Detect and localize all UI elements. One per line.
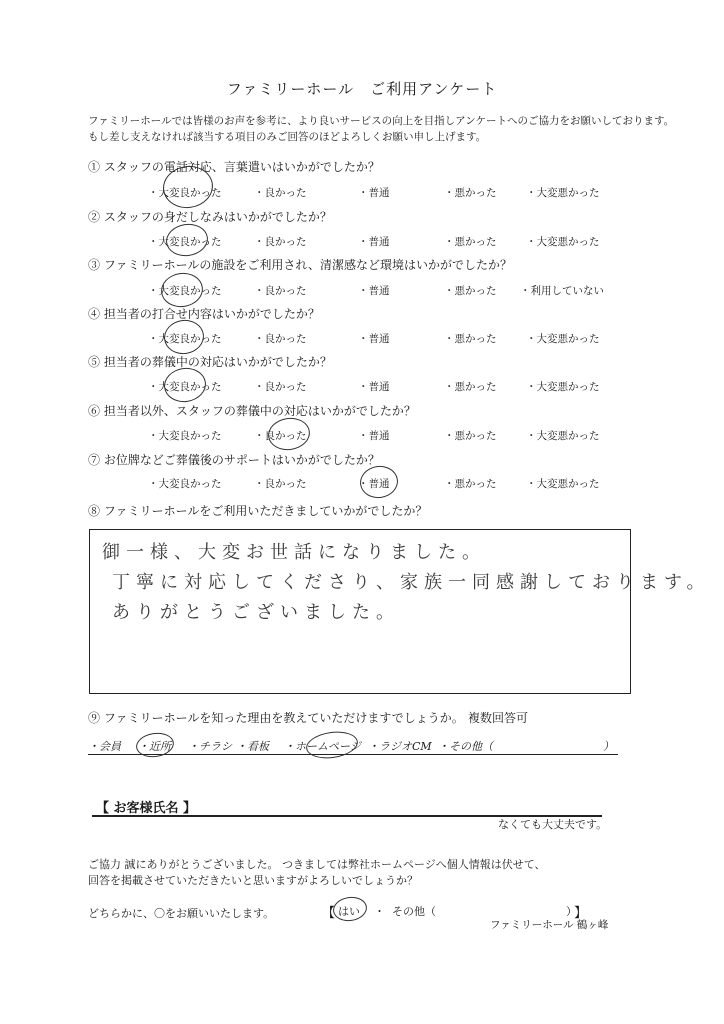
consent-bracket-close: 】: [574, 906, 588, 921]
source-neighborhood-circle: [135, 730, 176, 759]
q3-option-average[interactable]: ・普通: [358, 285, 390, 297]
question-6-label: ⑥ 担当者以外、スタッフの葬儀中の対応はいかがでしたか？: [88, 404, 416, 418]
q4-option-average[interactable]: ・普通: [358, 333, 390, 345]
q3-option-not-used[interactable]: ・利用していない: [520, 285, 604, 297]
q4-option-very-good[interactable]: ・大変良かった: [148, 333, 222, 345]
q1-option-good[interactable]: ・良かった: [254, 187, 307, 199]
question-3-label: ③ ファミリーホールの施設をご利用され、清潔感など環境はいかがでしたか？: [88, 258, 513, 272]
q4-option-good[interactable]: ・良かった: [254, 333, 307, 345]
multiple-answers-note: 複数回答可: [468, 711, 529, 725]
q3-option-good[interactable]: ・良かった: [254, 285, 307, 297]
q1-option-average[interactable]: ・普通: [358, 187, 390, 199]
source-option-signboard[interactable]: ・看板: [236, 740, 269, 753]
closing-line-1: ご協力 誠にありがとうございました。 つきましては弊社ホームページへ個人情報は伏せて、: [88, 858, 546, 871]
q2-option-very-good[interactable]: ・大変良かった: [148, 236, 222, 248]
q5-option-very-bad[interactable]: ・大変悪かった: [526, 381, 600, 393]
q3-selection-circle: [159, 270, 205, 310]
q4-option-bad[interactable]: ・悪かった: [444, 333, 497, 345]
comment-line-3: ありがとうございました。: [112, 602, 400, 623]
q6-option-average[interactable]: ・普通: [358, 430, 390, 442]
q7-option-very-bad[interactable]: ・大変悪かった: [526, 478, 600, 490]
intro-line-2: もし差し支えなければ該当する項目のみご回答のほどよろしくお願い申し上げます。: [88, 131, 487, 143]
consent-separator: ・: [374, 905, 385, 918]
q5-selection-circle: [162, 365, 208, 405]
page-title: ファミリーホール ご利用アンケート: [226, 80, 498, 98]
question-5-label: ⑤ 担当者の葬儀中の対応はいかがでしたか？: [88, 355, 332, 369]
q2-selection-circle: [164, 221, 210, 259]
source-option-homepage[interactable]: ・ホームページ: [284, 740, 361, 753]
q5-option-good[interactable]: ・良かった: [254, 381, 307, 393]
comment-line-2: 丁寧に対応してくださり、家族一同感謝しております。: [112, 572, 711, 593]
q2-option-good[interactable]: ・良かった: [254, 236, 307, 248]
q6-option-good[interactable]: ・良かった: [254, 430, 307, 442]
question-2-label: ② スタッフの身だしなみはいかがでしたか？: [88, 210, 332, 224]
question-9-label: ⑨ ファミリーホールを知った理由を教えていただけますでしょうか。: [88, 711, 464, 725]
q3-option-very-good[interactable]: ・大変良かった: [148, 285, 222, 297]
signature: ファミリーホール 鶴ヶ峰: [490, 919, 609, 931]
source-option-flyer[interactable]: ・チラシ: [188, 740, 232, 753]
source-homepage-circle: [304, 729, 359, 762]
question-7-label: ⑦ お位牌などご葬儀後のサポートはいかがでしたか？: [88, 453, 380, 467]
source-option-radio-cm[interactable]: ・ラジオCM: [368, 740, 432, 753]
consent-prompt: どちらかに、〇をお願いいたします。: [88, 907, 275, 920]
q4-option-very-bad[interactable]: ・大変悪かった: [526, 333, 600, 345]
comment-box[interactable]: [89, 529, 711, 694]
consent-other-option[interactable]: その他（: [392, 905, 436, 918]
question-4-label: ④ 担当者の打合せ内容はいかがでしたか？: [88, 307, 320, 321]
q7-option-average[interactable]: ・普通: [358, 478, 390, 490]
q7-selection-circle: [358, 464, 400, 501]
q2-option-average[interactable]: ・普通: [358, 236, 390, 248]
q2-option-bad[interactable]: ・悪かった: [444, 236, 497, 248]
source-option-other[interactable]: ・その他（: [438, 740, 493, 753]
q1-option-very-bad[interactable]: ・大変悪かった: [526, 187, 600, 199]
source-option-other-close: ）: [603, 740, 614, 753]
closing-line-2: 回答を掲載させていただきたいと思いますがよろしいでしょうか？: [88, 874, 418, 887]
customer-name-note: なくても大丈夫です。: [498, 818, 608, 831]
source-option-member[interactable]: ・会員: [88, 740, 121, 753]
q4-selection-circle: [162, 317, 206, 356]
q6-option-very-bad[interactable]: ・大変悪かった: [526, 430, 600, 442]
intro-line-1: ファミリーホールでは皆様のお声を参考に、より良いサービスの向上を目指しアンケートへのご協力をお願いしております。: [88, 115, 675, 127]
consent-yes-option[interactable]: はい: [338, 905, 360, 918]
question-1-label: ① スタッフの電話対応、言葉遣いはいかがでしたか？: [88, 160, 380, 174]
q5-option-average[interactable]: ・普通: [358, 381, 390, 393]
comment-line-1: 御一様、大変お世話になりました。: [102, 542, 486, 563]
q7-option-bad[interactable]: ・悪かった: [444, 478, 497, 490]
q7-option-good[interactable]: ・良かった: [254, 478, 307, 490]
consent-other-close: ）: [566, 905, 577, 918]
q6-selection-circle: [266, 415, 312, 453]
question-8-label: ⑧ ファミリーホールをご利用いただきましていかがでしたか？: [88, 504, 428, 518]
q5-option-bad[interactable]: ・悪かった: [444, 381, 497, 393]
q5-option-very-good[interactable]: ・大変良かった: [148, 381, 222, 393]
q3-option-bad[interactable]: ・悪かった: [444, 285, 497, 297]
q2-option-very-bad[interactable]: ・大変悪かった: [526, 236, 600, 248]
consent-bracket-open: 【: [322, 906, 336, 921]
customer-name-label: 【 お客様氏名 】: [96, 801, 197, 816]
source-option-neighborhood[interactable]: ・近所: [138, 740, 171, 753]
q6-option-bad[interactable]: ・悪かった: [444, 430, 497, 442]
q1-option-bad[interactable]: ・悪かった: [444, 187, 497, 199]
q6-option-very-good[interactable]: ・大変良かった: [148, 430, 222, 442]
q1-option-very-good[interactable]: ・大変良かった: [148, 187, 222, 199]
q7-option-very-good[interactable]: ・大変良かった: [148, 478, 222, 490]
